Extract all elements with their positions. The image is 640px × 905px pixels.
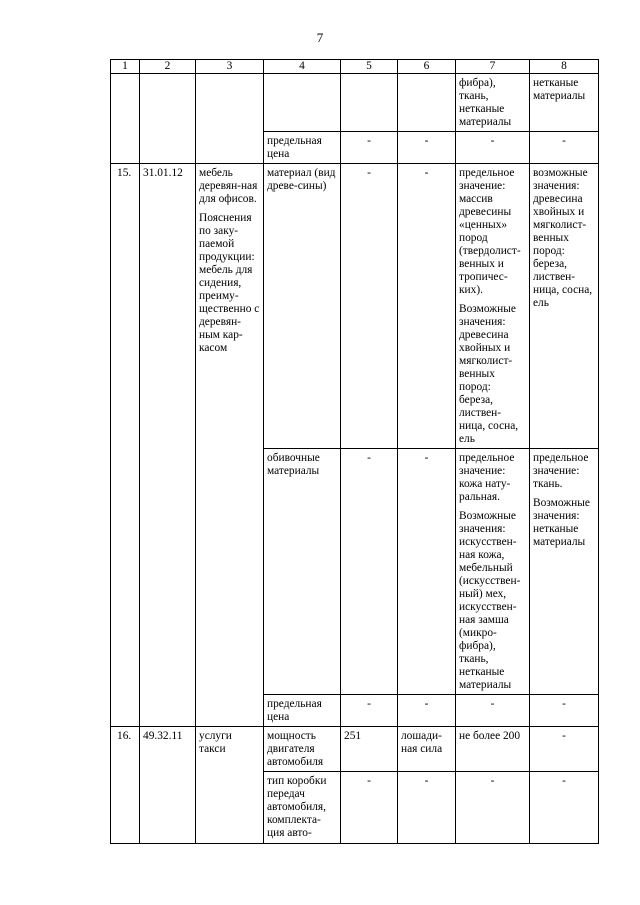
dash-cell: - xyxy=(341,164,398,449)
dash-cell: - xyxy=(530,132,599,164)
cont-price-label: предельная цена xyxy=(264,132,341,164)
dash-cell: - xyxy=(398,449,456,695)
item15-material-limit: предельное значение: массив древесины «ценных» пород (твердолист-венных и тропичес-ких). xyxy=(459,167,521,296)
regulation-table xyxy=(110,59,599,844)
header-col-3: 3 xyxy=(196,60,264,74)
item15-material-c8: возможные значения: древесина хвойных и мягколист-венных пород: береза, листвен-ница, сосна, ель xyxy=(530,164,599,449)
item16-power-label: мощность двигателя автомобиля xyxy=(264,727,341,772)
item15-upholstery-c8-cell xyxy=(530,449,599,695)
dash-cell: - xyxy=(341,449,398,695)
table-cell xyxy=(398,74,456,132)
item15-upholstery-options: Возможные значения: искусствен-ная кожа, мебельный (искусствен-ный) мех, искусствен-ная замша (микро-фибра), ткань, нетканые материалы xyxy=(459,510,521,691)
table-cell xyxy=(264,74,341,132)
item16-number: 16. xyxy=(111,727,140,844)
item15-number: 15. xyxy=(111,164,140,727)
item16-power-value: 251 xyxy=(341,727,398,772)
cont-c7-text: фибра), ткань, нетканые материалы xyxy=(456,74,530,132)
item15-material-limit-cell xyxy=(456,164,530,449)
item15-upholstery-c8-options: Возможные значения: нетканые материалы xyxy=(533,497,590,548)
header-col-6: 6 xyxy=(398,60,456,74)
item15-upholstery-c8-limit: предельное значение: ткань. xyxy=(533,452,589,490)
item16-power-unit: лошади-ная сила xyxy=(398,727,456,772)
dash-cell: - xyxy=(530,727,599,772)
header-row xyxy=(111,60,599,74)
item15-upholstery-limit-cell xyxy=(456,449,530,695)
dash-cell: - xyxy=(398,164,456,449)
table-cell xyxy=(140,74,196,164)
table-cell xyxy=(341,74,398,132)
table-cell xyxy=(196,74,264,164)
page-number: 7 xyxy=(316,30,324,45)
table-row xyxy=(111,727,599,772)
item15-name: мебель деревян-ная для офисов. xyxy=(199,167,258,205)
item15-price-label: предельная цена xyxy=(264,695,341,727)
item15-note: Пояснения по заку-паемой продукции: мебель для сидения, преиму-щественно с деревян-ным кар-касом xyxy=(199,212,260,354)
dash-cell: - xyxy=(341,695,398,727)
dash-cell: - xyxy=(456,772,530,844)
table-cell xyxy=(111,74,140,164)
dash-cell: - xyxy=(456,132,530,164)
dash-cell: - xyxy=(398,695,456,727)
item15-name-cell xyxy=(196,164,264,727)
item16-gearbox-label: тип коробки передач автомобиля, комплекта-ция авто- xyxy=(264,772,341,844)
item16-power-limit: не более 200 xyxy=(456,727,530,772)
dash-cell: - xyxy=(341,772,398,844)
item15-material-label: материал (вид древе-сины) xyxy=(264,164,341,449)
dash-cell: - xyxy=(398,772,456,844)
header-col-5: 5 xyxy=(341,60,398,74)
header-col-2: 2 xyxy=(140,60,196,74)
header-col-8: 8 xyxy=(530,60,599,74)
item15-code: 31.01.12 xyxy=(140,164,196,727)
table-row xyxy=(111,74,599,132)
dash-cell: - xyxy=(398,132,456,164)
item15-material-options: Возможные значения: древесина хвойных и мягколист-венных пород: береза, листвен-ница, сосна, ель xyxy=(459,303,519,445)
dash-cell: - xyxy=(456,695,530,727)
item16-name: услуги такси xyxy=(196,727,264,844)
dash-cell: - xyxy=(530,695,599,727)
item15-upholstery-label: обивочные материалы xyxy=(264,449,341,695)
table-row xyxy=(111,164,599,449)
item15-upholstery-limit: предельное значение: кожа нату-ральная. xyxy=(459,452,515,503)
dash-cell: - xyxy=(341,132,398,164)
header-col-4: 4 xyxy=(264,60,341,74)
item16-code: 49.32.11 xyxy=(140,727,196,844)
header-col-1: 1 xyxy=(111,60,140,74)
dash-cell: - xyxy=(530,772,599,844)
header-col-7: 7 xyxy=(456,60,530,74)
cont-c8-text: нетканые материалы xyxy=(530,74,599,132)
